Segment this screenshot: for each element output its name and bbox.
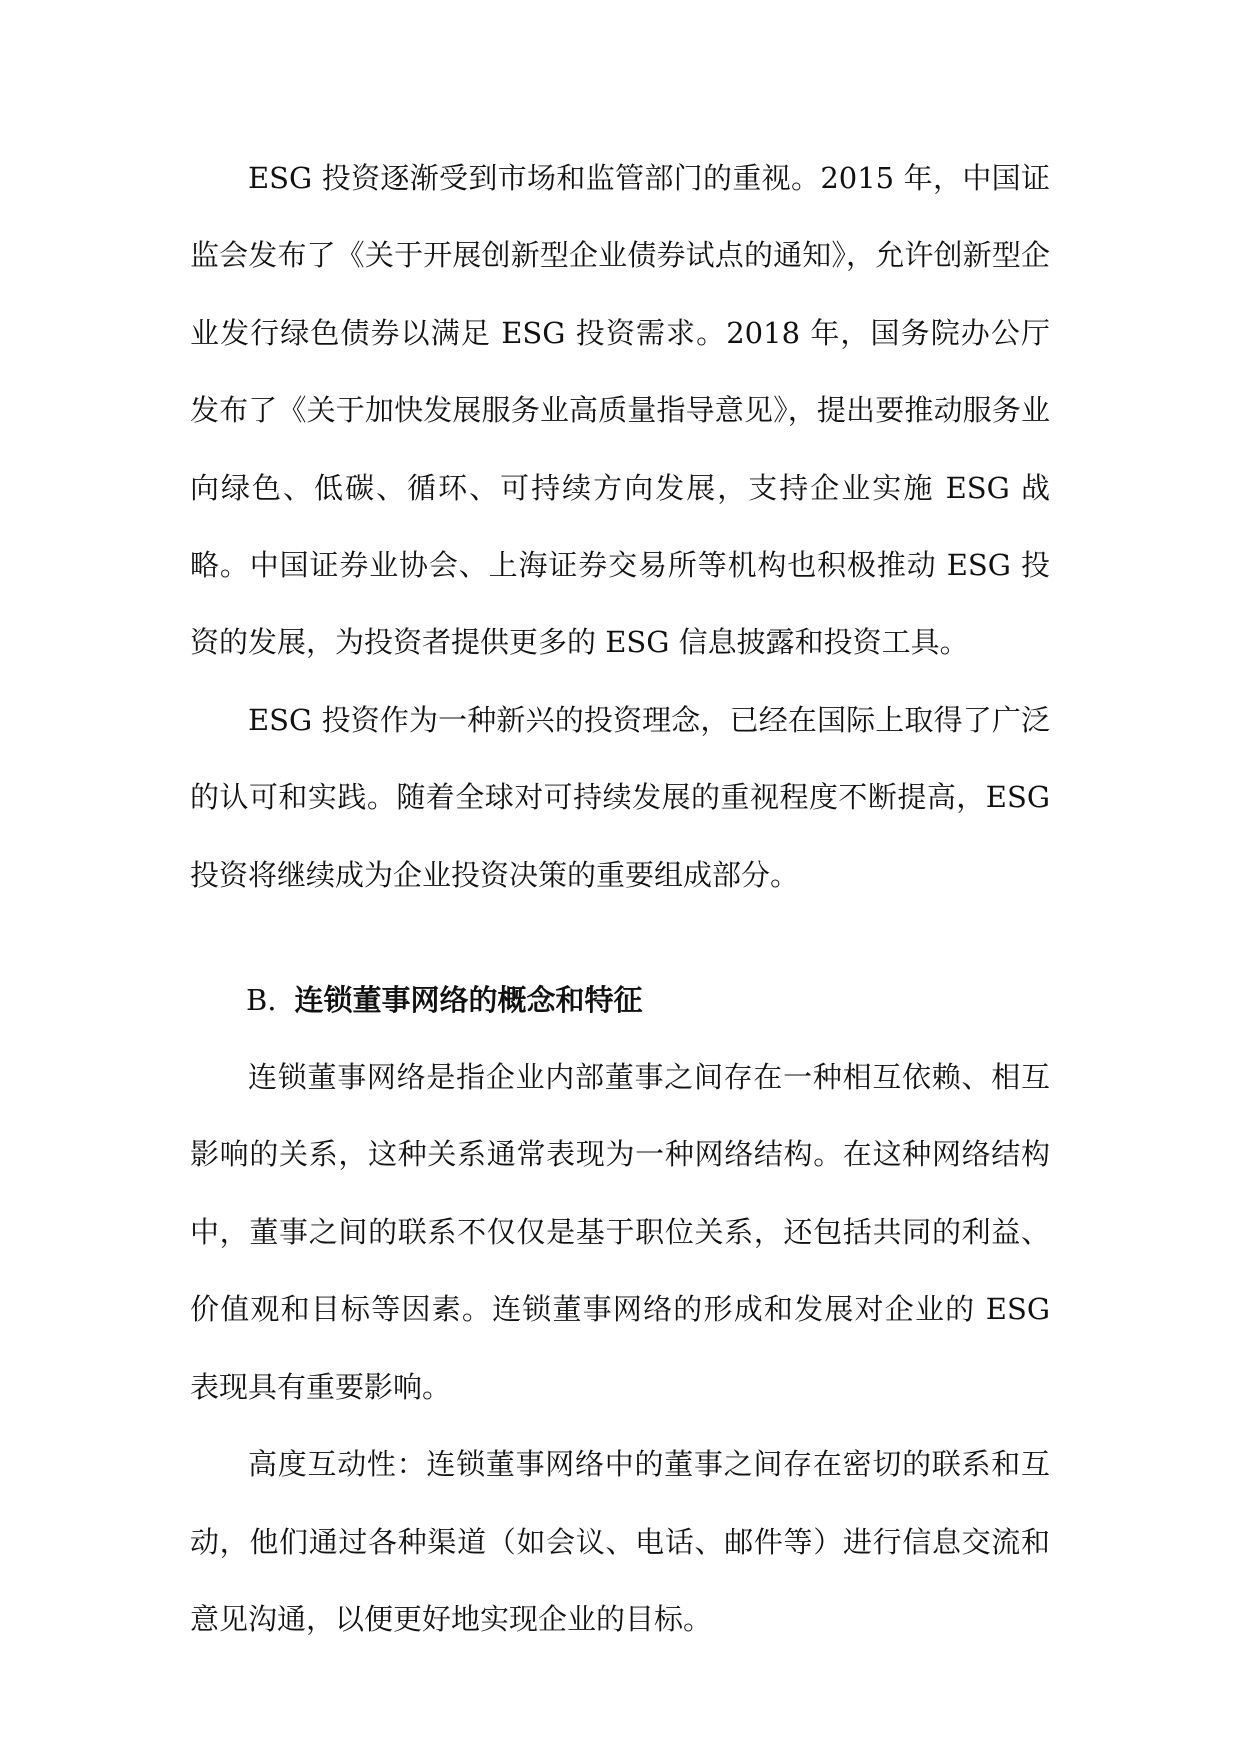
paragraph-esg-outlook: ESG 投资作为一种新兴的投资理念，已经在国际上取得了广泛的认可和实践。随着全球对可持续发展的重视程度不断提高，ESG 投资将继续成为企业投资决策的重要组成部分。	[190, 702, 1050, 892]
paragraph-network-definition: 连锁董事网络是指企业内部董事之间存在一种相互依赖、相互影响的关系，这种关系通常表现为一种网络结构。在这种网络结构中，董事之间的联系不仅仅是基于职位关系，还包括共同的利益、价值观和目标等因素。连锁董事网络的形成和发展对企业的 ESG 表现具有重要影响。	[190, 1060, 1050, 1404]
paragraph-esg-regulation: ESG 投资逐渐受到市场和监管部门的重视。2015 年，中国证监会发布了《关于开展创新型企业债券试点的通知》，允许创新型企业发行绿色债券以满足 ESG 投资需求。2018 年，国务院办公厅发布了《关于加快发展服务业高质量指导意见》，提出要推动服务业向绿色、低碳、循环、可持续方向发展，支持企业实施 ESG 战略。中国证券业协会、上海证券交易所等机构也积极推动 ESG 投资的发展，为投资者提供更多的 ESG 信息披露和投资工具。	[190, 161, 1050, 660]
page-content	[190, 140, 1050, 1658]
section-number: B.	[246, 983, 277, 1018]
section-heading-b	[190, 962, 1050, 1039]
paragraph-high-interactivity: 高度互动性：连锁董事网络中的董事之间存在密切的联系和互动，他们通过各种渠道（如会议、电话、邮件等）进行信息交流和意见沟通，以便更好地实现企业的目标。	[190, 1447, 1050, 1636]
section-title: 连锁董事网络的概念和特征	[294, 983, 643, 1018]
